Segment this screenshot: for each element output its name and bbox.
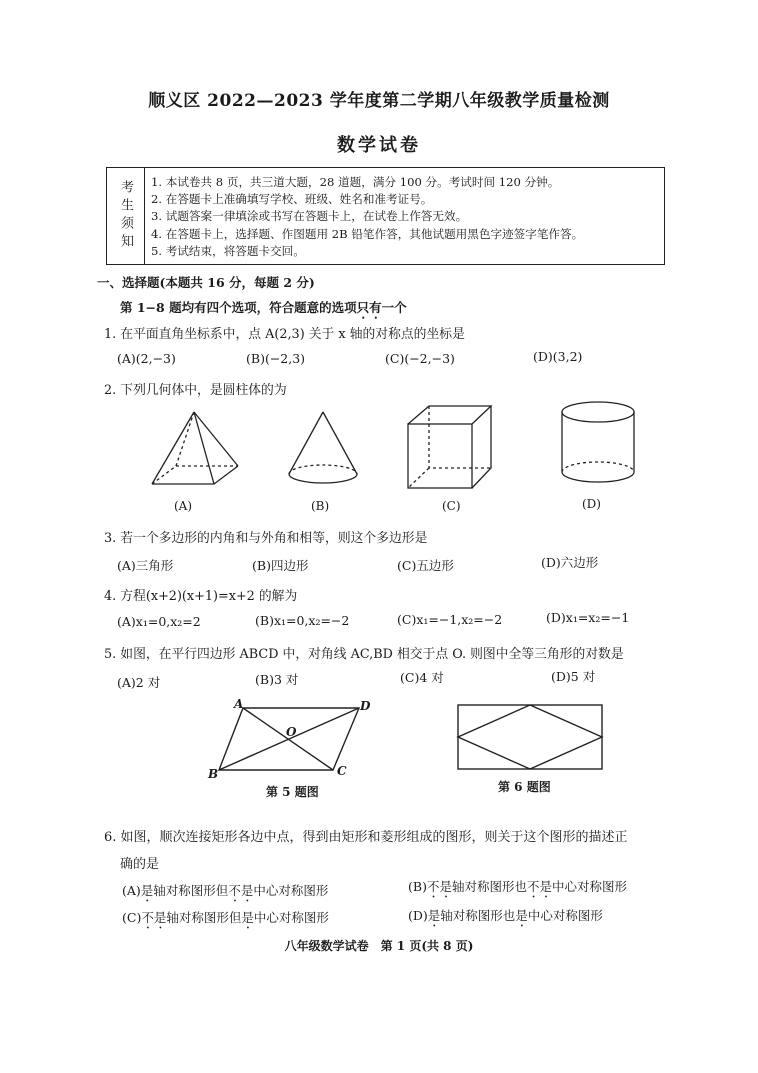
q3-option-d: (D)六边形 bbox=[541, 555, 599, 570]
notice-item: 3. 试题答案一律填涂或书写在答题卡上，在试卷上作答无效。 bbox=[151, 209, 468, 224]
q4-option-c: (C)x₁=−1,x₂=−2 bbox=[397, 612, 503, 627]
section-instruction bbox=[120, 298, 407, 322]
q6-option-c bbox=[122, 908, 329, 932]
q1-option-b: (B)(−2,3) bbox=[246, 351, 306, 366]
emphasis: 不是 bbox=[141, 910, 167, 925]
option-text: 轴对称图形也 bbox=[440, 908, 516, 923]
q6-option-b bbox=[408, 877, 627, 901]
notice-box bbox=[106, 167, 665, 265]
option-text: 轴对称图形但 bbox=[166, 910, 242, 925]
q5-stem: 5. 如图，在平行四边形 ABCD 中，对角线 AC,BD 相交于点 O. 则图中全等三角形的对数是 bbox=[104, 647, 624, 662]
notice-heading-cell bbox=[107, 168, 145, 264]
q3-option-b: (B)四边形 bbox=[252, 558, 309, 573]
option-letter: (D) bbox=[408, 908, 428, 923]
q2-caption-b: (B) bbox=[311, 499, 330, 513]
q4-option-d: (D)x₁=x₂=−1 bbox=[546, 610, 630, 625]
q2-caption-d: (D) bbox=[582, 497, 601, 511]
q6-stem-line1: 6. 如图，顺次连接矩形各边中点，得到由矩形和菱形组成的图形，则关于这个图形的描述正 bbox=[104, 830, 628, 845]
q6-option-a bbox=[122, 881, 328, 905]
q4-option-a: (A)x₁=0,x₂=2 bbox=[117, 614, 201, 629]
vertex-label-o: O bbox=[286, 725, 297, 739]
option-letter: (C) bbox=[122, 910, 142, 925]
instruction-text-end: 一个 bbox=[381, 300, 407, 315]
q5-figure-caption: 第 5 题图 bbox=[266, 785, 319, 799]
cube-figure bbox=[405, 404, 495, 490]
q1-option-a: (A)(2,−3) bbox=[117, 351, 176, 366]
emphasis: 不是 bbox=[526, 879, 552, 894]
page-footer: 八年级数学试卷 第 1 页(共 8 页) bbox=[284, 939, 474, 953]
vertex-label-b: B bbox=[208, 767, 219, 781]
q4-option-b: (B)x₁=0,x₂=−2 bbox=[255, 613, 350, 628]
option-text: 中心对称图形 bbox=[552, 879, 628, 894]
cylinder-figure bbox=[558, 400, 638, 486]
vertex-label-d: D bbox=[360, 699, 371, 713]
notice-heading: 考生须知 bbox=[118, 180, 133, 252]
q5-option-d: (D)5 对 bbox=[551, 669, 596, 684]
option-text: 中心对称图形 bbox=[253, 910, 329, 925]
notice-item: 2. 在答题卡上准确填写学校、班级、姓名和准考证号。 bbox=[151, 192, 433, 207]
option-text: 轴对称图形也 bbox=[451, 879, 527, 894]
instruction-emphasis: 只有 bbox=[356, 300, 382, 315]
option-letter: (A) bbox=[122, 883, 141, 898]
instruction-text: 第 1−8 题均有四个选项，符合题意的选项 bbox=[120, 300, 357, 315]
q6-stem-line2: 确的是 bbox=[120, 857, 160, 872]
notice-item: 4. 在答题卡上，选择题、作图题用 2B 铅笔作答，其他试题用黑色字迹签字笔作答。 bbox=[151, 226, 584, 241]
emphasis: 是 bbox=[140, 883, 154, 898]
rectangle-rhombus-figure bbox=[456, 703, 606, 771]
option-text: 中心对称图形 bbox=[253, 883, 329, 898]
option-letter: (B) bbox=[408, 879, 427, 894]
exam-subtitle: 数学试卷 bbox=[337, 135, 421, 156]
q6-figure-caption: 第 6 题图 bbox=[498, 780, 551, 794]
q3-option-c: (C)五边形 bbox=[397, 558, 454, 573]
emphasis: 是 bbox=[427, 908, 441, 923]
cone-figure bbox=[285, 410, 361, 490]
q6-option-d bbox=[408, 906, 603, 930]
notice-item: 1. 本试卷共 8 页，共三道大题，28 道题，满分 100 分。考试时间 120 分钟。 bbox=[151, 175, 560, 189]
vertex-label-a: A bbox=[234, 697, 244, 711]
q5-option-b: (B)3 对 bbox=[255, 672, 299, 687]
emphasis: 不是 bbox=[228, 883, 254, 898]
q3-stem: 3. 若一个多边形的内角和与外角和相等，则这个多边形是 bbox=[104, 531, 428, 546]
q5-option-a: (A)2 对 bbox=[117, 675, 161, 690]
emphasis: 不是 bbox=[426, 879, 452, 894]
pyramid-figure bbox=[150, 410, 242, 490]
q2-caption-a: (A) bbox=[174, 499, 193, 513]
q1-option-c: (C)(−2,−3) bbox=[385, 351, 455, 366]
q3-option-a: (A)三角形 bbox=[117, 558, 174, 573]
notice-item: 5. 考试结束，将答题卡交回。 bbox=[151, 243, 305, 258]
emphasis: 是 bbox=[515, 908, 528, 923]
vertex-label-c: C bbox=[337, 764, 347, 778]
notice-list bbox=[151, 174, 583, 260]
q2-stem: 2. 下列几何体中，是圆柱体的为 bbox=[104, 383, 287, 398]
exam-title: 顺义区 2022—2023 学年度第二学期八年级教学质量检测 bbox=[148, 91, 610, 111]
section-title: 一、选择题(本题共 16 分，每题 2 分) bbox=[97, 275, 315, 290]
emphasis: 是 bbox=[241, 910, 254, 925]
q1-stem: 1. 在平面直角坐标系中，点 A(2,3) 关于 x 轴的对称点的坐标是 bbox=[104, 327, 465, 342]
q2-caption-c: (C) bbox=[442, 499, 461, 513]
q5-option-c: (C)4 对 bbox=[400, 670, 444, 685]
q4-stem: 4. 方程(x+2)(x+1)=x+2 的解为 bbox=[104, 589, 298, 604]
option-text: 中心对称图形 bbox=[527, 908, 603, 923]
option-text: 轴对称图形但 bbox=[153, 883, 229, 898]
q1-option-d: (D)(3,2) bbox=[533, 349, 583, 364]
